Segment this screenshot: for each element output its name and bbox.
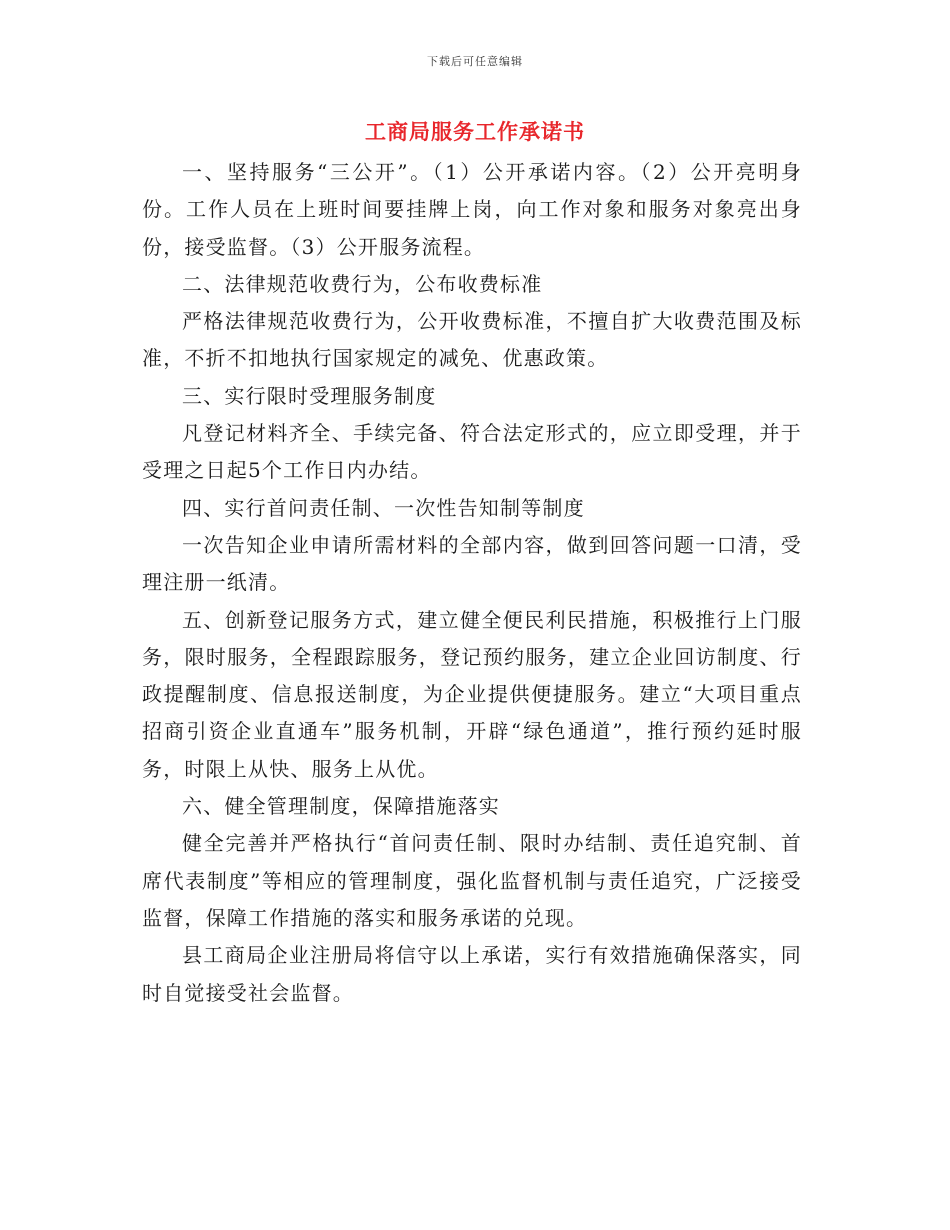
document-title: 工商局服务工作承诺书	[365, 119, 585, 144]
paragraph-section-1: 一、坚持服务“三公开”。（1）公开承诺内容。（2）公开亮明身份。工作人员在上班时间要挂牌上岗，向工作对象和服务对象亮出身份，接受监督。（3）公开服务流程。	[142, 160, 802, 259]
paragraph-section-2: 严格法律规范收费行为，公开收费标准，不擅自扩大收费范围及标准，不折不扣地执行国家规定的减免、优惠政策。	[142, 309, 802, 371]
heading-section-2: 二、法律规范收费行为，公布收费标准	[182, 271, 543, 296]
heading-section-3: 三、实行限时受理服务制度	[182, 383, 437, 408]
heading-section-6: 六、健全管理制度，保障措施落实	[182, 794, 500, 819]
paragraph-section-4: 一次告知企业申请所需材料的全部内容，做到回答问题一口清，受理注册一纸清。	[142, 532, 802, 595]
paragraph-section-5: 五、创新登记服务方式，建立健全便民利民措施，积极推行上门服务，限时服务，全程跟踪服务，登记预约服务，建立企业回访制度、行政提醒制度、信息报送制度，为企业提供便捷服务。建立“大项目重点招商引资企业直通车”服务机制，开辟“绿色通道”，推行预约延时服务，时限上从快、服务上从优。	[142, 607, 802, 781]
paragraph-section-3: 凡登记材料齐全、手续完备、符合法定形式的，应立即受理，并于受理之日起5个工作日内办结。	[142, 421, 802, 483]
header-note: 下载后可任意编辑	[427, 55, 523, 68]
heading-section-4: 四、实行首问责任制、一次性告知制等制度	[182, 495, 585, 520]
closing-paragraph: 县工商局企业注册局将信守以上承诺，实行有效措施确保落实，同时自觉接受社会监督。	[142, 943, 802, 1005]
paragraph-section-6: 健全完善并严格执行“首问责任制、限时办结制、责任追究制、首席代表制度”等相应的管理制度，强化监督机制与责任追究，广泛接受监督，保障工作措施的落实和服务承诺的兑现。	[142, 831, 802, 930]
document-body	[142, 154, 802, 1012]
